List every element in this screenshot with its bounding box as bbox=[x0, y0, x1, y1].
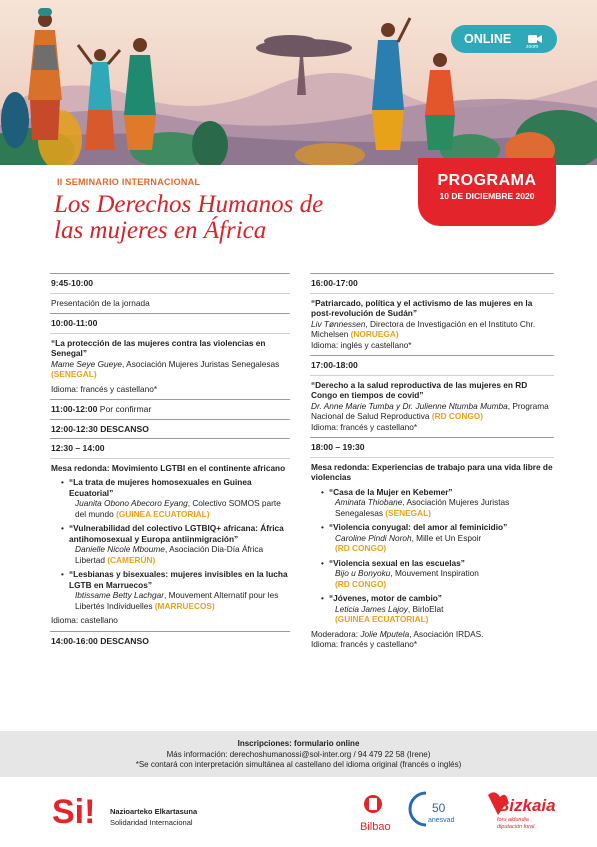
bilbao-logo: Bilbao bbox=[360, 821, 391, 833]
speaker-org: , Asociación Mujeres Juristas Senegalesas bbox=[335, 497, 510, 518]
talk-speaker-line bbox=[69, 544, 290, 565]
anesvad-logo-mark bbox=[410, 793, 426, 825]
session-text: Por confirmar bbox=[97, 404, 152, 414]
list-item bbox=[329, 593, 554, 625]
talk-title: • “Violencia conyugal: del amor al feminicidio” bbox=[329, 522, 508, 532]
bizkaia-logo: Bizkaia bbox=[497, 796, 556, 815]
speaker-org: , Mouvement Inspiration bbox=[390, 568, 479, 578]
talk-title: “Patriarcado, política y el activismo de las mujeres en la post-revolución de Sudán” bbox=[311, 297, 533, 318]
bizkaia-sub-1: foru aldundia bbox=[497, 817, 529, 823]
speaker-org: , Programa Nacional de Salud Reproductiva bbox=[311, 400, 549, 421]
list-item bbox=[329, 522, 554, 554]
speaker-name: Mame Seye Gueye bbox=[51, 358, 123, 369]
title-line-2: las mujeres en África bbox=[54, 217, 267, 244]
talk-speaker-line bbox=[329, 604, 554, 625]
talk-speaker-line bbox=[311, 401, 554, 422]
moderator-label: Moderadora: bbox=[311, 628, 361, 639]
speaker-org: , Asociación Dia-Día África Libertad bbox=[75, 544, 264, 565]
speaker-name: Liv Tønnessen bbox=[311, 318, 366, 329]
country-tag: (RD CONGO) bbox=[431, 411, 484, 421]
si-org-name bbox=[110, 806, 197, 828]
moderator-line bbox=[311, 629, 554, 640]
anesvad-number: 50 bbox=[432, 801, 446, 815]
country-tag: (CAMERÚN) bbox=[107, 554, 156, 565]
registration-link[interactable]: Inscripciones: formulario online bbox=[237, 739, 360, 748]
talk-list bbox=[311, 487, 554, 625]
session-time bbox=[50, 399, 290, 419]
session-body bbox=[50, 458, 290, 631]
speaker-org: , BirloElat bbox=[407, 603, 444, 614]
talk-title: • “Casa de la Mujer en Kebemer” bbox=[329, 486, 453, 497]
country-tag: (SENEGAL) bbox=[385, 507, 431, 518]
list-item bbox=[69, 569, 290, 611]
schedule-left-column bbox=[50, 273, 290, 650]
si-org-line-1: Nazioarteko Elkartasuna bbox=[110, 807, 198, 816]
speaker-org: , Mille et Un Espoir bbox=[411, 532, 482, 543]
talk-speaker-line bbox=[329, 533, 554, 554]
logos-strip bbox=[0, 785, 597, 842]
speaker-name: Leticia James Lajoy bbox=[335, 603, 408, 614]
zoom-label: zoom bbox=[526, 44, 539, 50]
speaker-org: , Mouvement Alternatif pour les Libertés Individuelles bbox=[75, 590, 279, 611]
si-logo: Si! bbox=[52, 793, 96, 831]
speaker-org: , Asociación Mujeres Juristas Senegalesas bbox=[122, 358, 280, 369]
title-line-1: Los Derechos Humanos de bbox=[54, 191, 324, 218]
talk-title: “La protección de las mujeres contra las violencias en Senegal” bbox=[51, 337, 266, 358]
panel-title: Mesa redonda: Experiencias de trabajo para una vida libre de violencias bbox=[311, 461, 553, 482]
session-time-label: 11:00-12:00 bbox=[51, 404, 98, 414]
session-body bbox=[310, 293, 554, 356]
speaker-name: Danielle Nicole Mboume bbox=[75, 544, 165, 554]
session-time: 9:45-10:00 bbox=[50, 273, 290, 293]
language-note: Idioma: francés y castellano* bbox=[311, 421, 418, 432]
anesvad-logo: anesvad bbox=[428, 817, 455, 824]
country-tag: (NORUEGA) bbox=[350, 329, 399, 339]
session-time: 12:00-12:30 DESCANSO bbox=[50, 419, 290, 439]
language-note: Idioma: francés y castellano* bbox=[311, 639, 418, 649]
bizkaia-sub-2: diputación foral bbox=[497, 824, 535, 830]
talk-title: • “Violencia sexual en las escuelas” bbox=[329, 557, 465, 568]
speaker-org: , Directora de Investigación en el Instituto Chr. Michelsen bbox=[311, 318, 536, 339]
country-tag: (GUINEA ECUATORIAL) bbox=[335, 614, 429, 624]
speaker-name: Aminata Thiobane bbox=[335, 497, 403, 507]
speaker-name: Ibtissame Betty Lachgar bbox=[75, 590, 165, 600]
sponsor-logos bbox=[0, 785, 597, 842]
online-badge bbox=[451, 25, 557, 53]
country-tag: (RD CONGO) bbox=[335, 578, 387, 589]
language-note: Idioma: castellano bbox=[51, 615, 118, 625]
si-org-line-2: Solidaridad Internacional bbox=[110, 818, 193, 827]
country-tag: (SENEGAL) bbox=[51, 369, 97, 379]
talk-list bbox=[51, 477, 290, 611]
talk-title: • “La trata de mujeres homosexuales en Guinea Ecuatorial” bbox=[69, 477, 252, 498]
speaker-name: Caroline Pindi Noroh bbox=[335, 532, 412, 543]
panel-title: Mesa redonda: Movimiento LGTBI en el continente africano bbox=[51, 462, 286, 473]
online-label: ONLINE bbox=[464, 32, 512, 46]
contact-info: Más información: derechoshumanossi@sol-inter.org / 94 479 22 58 (Irene) bbox=[166, 749, 431, 759]
language-note: Idioma: inglés y castellano* bbox=[311, 339, 412, 350]
speaker-name: Juanita Obono Abecoro Eyang bbox=[75, 498, 188, 508]
session-body bbox=[50, 333, 290, 400]
list-item bbox=[329, 487, 554, 519]
talk-speaker-line bbox=[329, 497, 554, 518]
talk-title: • “Vulnerabilidad del colectivo LGTBIQ+ africana: África antihomosexual y Europa antiinmigración” bbox=[69, 523, 284, 544]
session-time: 16:00-17:00 bbox=[310, 273, 554, 293]
seminar-label: II SEMINARIO INTERNACIONAL bbox=[57, 177, 201, 187]
talk-speaker-line bbox=[329, 568, 554, 589]
session-time: 17:00-18:00 bbox=[310, 355, 554, 375]
programa-tab bbox=[418, 158, 556, 226]
list-item bbox=[69, 477, 290, 519]
moderator-name: Jolie Mputela bbox=[360, 628, 410, 639]
interpretation-note: *Se contará con interpretación simultánea al castellano del idioma original (francés o inglés) bbox=[135, 760, 462, 770]
session-time: 18:00 – 19:30 bbox=[310, 437, 554, 457]
talk-speaker-line bbox=[69, 590, 290, 611]
talk-title: “Derecho a la salud reproductiva de las mujeres en RD Congo en tiempos de covid” bbox=[311, 379, 528, 400]
session-time: 10:00-11:00 bbox=[50, 313, 290, 333]
session-time: 12:30 – 14:00 bbox=[50, 438, 290, 458]
programa-title: PROGRAMA bbox=[437, 172, 537, 189]
country-tag: (MARRUECOS) bbox=[154, 600, 215, 611]
session-text: Presentación de la jornada bbox=[51, 297, 150, 308]
page-title bbox=[54, 192, 374, 244]
programa-date: 10 DE DICIEMBRE 2020 bbox=[439, 191, 535, 201]
session-body bbox=[50, 293, 290, 314]
list-item bbox=[329, 558, 554, 590]
talk-speaker-line bbox=[311, 319, 554, 340]
country-tag: (RD CONGO) bbox=[335, 543, 387, 553]
language-note: Idioma: francés y castellano* bbox=[51, 383, 158, 394]
session-body bbox=[310, 375, 554, 438]
talk-speaker-line bbox=[69, 498, 290, 519]
session-body bbox=[310, 457, 554, 655]
session-time: 14:00-16:00 DESCANSO bbox=[50, 631, 290, 651]
footer-info bbox=[0, 731, 597, 777]
talk-title: • “Jóvenes, motor de cambio” bbox=[329, 593, 442, 603]
speaker-name: Bijo u Bonyoku bbox=[335, 568, 391, 578]
moderator-org: , Asociación IRDAS. bbox=[409, 628, 484, 639]
list-item bbox=[69, 523, 290, 565]
talk-title: • “Lesbianas y bisexuales: mujeres invisibles en la lucha LGTB en Marruecos” bbox=[69, 569, 288, 590]
speaker-name: Dr. Anne Marie Tumba y Dr. Julienne Ntumba Mumba bbox=[311, 400, 508, 411]
country-tag: (GUINEA ECUATORIAL) bbox=[116, 508, 210, 519]
speaker-org: , Colectivo SOMOS parte del mundo bbox=[75, 498, 281, 519]
talk-speaker-line bbox=[51, 359, 290, 380]
schedule-right-column bbox=[310, 273, 554, 655]
